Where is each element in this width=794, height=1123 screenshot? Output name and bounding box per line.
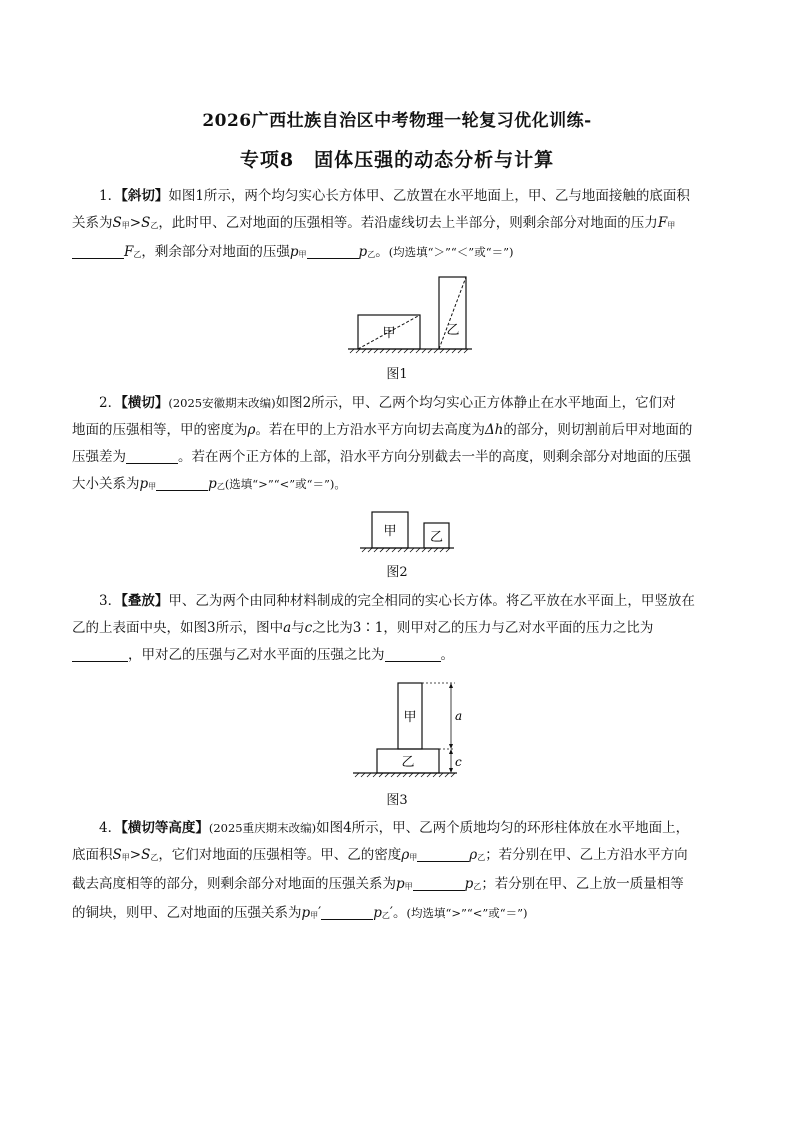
subscript-yi: 乙 (473, 882, 482, 891)
question-text: 的铜块，则甲、乙对地面的压强关系为 (72, 905, 302, 921)
question-text: ，甲对乙的压强与乙对水平面的压强之比为 (128, 647, 385, 663)
label-yi: 乙 (429, 530, 444, 545)
subscript-jia: 甲 (148, 482, 157, 491)
figure-3 (345, 675, 465, 781)
question-number: 4． (99, 820, 122, 836)
figure-2 (358, 506, 458, 556)
var-s: S (141, 847, 151, 863)
prime-mark: ′ (389, 905, 393, 921)
figure-1-caption: 图1 (386, 367, 408, 382)
answer-blank[interactable] (72, 243, 124, 259)
question-text: 如图1所示，两个均匀实心长方体甲、乙放置在水平地面上，甲、乙与地面接触的底面积 (168, 188, 690, 204)
q2-line-3 (72, 444, 724, 471)
subscript-jia: 甲 (121, 853, 130, 862)
subscript-jia: 甲 (298, 250, 307, 259)
var-s: S (112, 847, 122, 863)
figure-1 (340, 272, 480, 354)
question-text: 截去高度相等的部分，则剩余部分对地面的压强关系为 (72, 876, 396, 892)
greater-sign: > (129, 215, 142, 231)
var-a: a (283, 620, 292, 636)
subscript-yi: 乙 (133, 250, 142, 259)
subscript-yi: 乙 (216, 482, 225, 491)
question-text: ；若分别在甲、乙上放一质量相等 (481, 876, 684, 892)
answer-blank[interactable] (413, 875, 465, 891)
question-text: 甲、乙为两个由同种材料制成的完全相同的实心长方体。将乙平放在水平面上，甲竖放在 (168, 593, 695, 609)
period: 。 (375, 244, 389, 260)
question-number: 1． (99, 188, 122, 204)
var-p: p (301, 905, 311, 921)
var-p: p (208, 476, 217, 492)
answer-blank[interactable] (385, 646, 441, 662)
cut-line-yi (439, 277, 466, 349)
question-3 (72, 588, 724, 669)
question-text: 之比为3∶1，则甲对乙的压力与乙对水平面的压力之比为 (312, 620, 654, 636)
q3-line-3 (72, 642, 724, 669)
question-2 (72, 390, 724, 500)
subscript-jia: 甲 (667, 221, 676, 230)
answer-blank[interactable] (417, 846, 469, 862)
q1-line-3 (72, 239, 724, 268)
label-c: c (455, 755, 462, 769)
q4-line-4 (72, 900, 724, 929)
q2-line-2 (72, 417, 724, 444)
q4-line-2 (72, 842, 724, 871)
question-text: 关系为 (72, 215, 113, 231)
question-text: 大小关系为 (72, 476, 140, 492)
question-text: ；若分别在甲、乙上方沿水平方向 (485, 847, 688, 863)
q4-line-1 (72, 815, 724, 842)
question-text: 压强差为 (72, 449, 126, 465)
question-text: 如图4所示，甲、乙两个质地均匀的环形柱体放在水平地面上， (316, 820, 690, 836)
var-rho: ρ (469, 847, 478, 863)
question-text: 底面积 (72, 847, 113, 863)
label-jia: 甲 (383, 524, 397, 539)
question-source: (2025重庆期末改编) (208, 821, 317, 835)
subscript-jia: 甲 (409, 853, 418, 862)
label-yi: 乙 (401, 755, 415, 770)
var-p: p (373, 905, 382, 921)
q4-line-3 (72, 871, 724, 900)
subscript-jia: 甲 (121, 221, 130, 230)
period: 。 (440, 647, 454, 663)
arrow-down-icon (449, 768, 453, 773)
subscript-yi: 乙 (367, 250, 376, 259)
answer-note: (均选填“＞”“＜”或“＝”) (388, 245, 514, 259)
q1-line-1 (72, 183, 724, 210)
question-tag: 【斜切】 (121, 188, 169, 204)
var-f: F (124, 244, 134, 260)
arrow-up-icon (449, 749, 453, 754)
q3-line-2 (72, 615, 724, 642)
label-jia: 甲 (382, 326, 396, 341)
question-text: 。若在两个正方体的上部，沿水平方向分别截去一半的高度，则剩余部分对地面的压强 (178, 449, 691, 465)
var-s: S (141, 215, 151, 231)
var-rho: ρ (401, 847, 410, 863)
var-f: F (657, 215, 668, 231)
question-tag: 【叠放】 (121, 593, 169, 609)
var-p: p (358, 244, 368, 260)
label-jia: 甲 (403, 710, 417, 725)
question-text: 。若在甲的上方沿水平方向切去高度为 (255, 422, 485, 438)
answer-blank[interactable] (156, 475, 208, 491)
answer-blank[interactable] (321, 904, 373, 920)
ground-hatch (350, 349, 468, 353)
subscript-yi: 乙 (477, 853, 486, 862)
question-tag: 【横切等高度】 (121, 820, 209, 836)
figure-3-caption: 图3 (386, 793, 408, 808)
answer-blank[interactable] (72, 646, 128, 662)
var-p: p (464, 876, 474, 892)
subscript-yi: 乙 (381, 911, 390, 920)
question-number: 3． (99, 593, 122, 609)
var-p: p (396, 876, 405, 892)
subscript-yi: 乙 (150, 853, 159, 862)
arrow-down-icon (449, 744, 453, 749)
question-text: ，它们对地面的压强相等。甲、乙的密度 (158, 847, 402, 863)
subscript-jia: 甲 (404, 882, 413, 891)
question-text: ，此时甲、乙对地面的压强相等。若沿虚线切去上半部分，则剩余部分对地面的压力 (158, 215, 658, 231)
q2-line-1 (72, 390, 724, 417)
period: 。 (392, 905, 407, 921)
document-subtitle: 专项8 固体压强的动态分析与计算 (239, 149, 555, 171)
question-4 (72, 815, 724, 929)
answer-note: (选填“>”“<”或“＝”)。 (224, 477, 346, 491)
var-delta-h: Δh (484, 422, 504, 438)
var-c: c (304, 620, 313, 636)
question-1 (72, 183, 724, 268)
question-number: 2． (99, 395, 122, 411)
q2-line-4 (72, 471, 724, 500)
figure-2-caption: 图2 (386, 565, 408, 580)
question-text: 如图2所示，甲、乙两个均匀实心正方体静止在水平地面上，它们对 (275, 395, 676, 411)
subscript-jia: 甲 (310, 911, 319, 920)
document-title: 2026广西壮族自治区中考物理一轮复习优化训练- (202, 111, 592, 131)
question-tag: 【横切】 (121, 395, 169, 411)
arrow-up-icon (449, 683, 453, 688)
q3-line-1 (72, 588, 724, 615)
q1-line-2 (72, 210, 724, 239)
greater-sign: > (129, 847, 142, 863)
var-rho: ρ (247, 422, 256, 438)
question-text: 与 (291, 620, 305, 636)
var-p: p (289, 244, 299, 260)
label-a: a (455, 709, 463, 723)
question-text: ，剩余部分对地面的压强 (141, 244, 290, 260)
var-s: S (112, 215, 122, 231)
answer-blank[interactable] (126, 448, 178, 464)
answer-note: (均选填“>”“<”或“＝”) (406, 906, 528, 920)
label-yi: 乙 (446, 323, 460, 338)
prime-mark: ′ (318, 905, 322, 921)
question-text: 的部分，则切割前后甲对地面的 (503, 422, 693, 438)
subscript-yi: 乙 (150, 221, 159, 230)
question-text: 地面的压强相等，甲的密度为 (72, 422, 248, 438)
question-source: (2025安徽期末改编) (168, 396, 276, 410)
answer-blank[interactable] (307, 243, 359, 259)
var-p: p (139, 476, 149, 492)
question-text: 乙的上表面中央，如图3所示，图中 (72, 620, 284, 636)
